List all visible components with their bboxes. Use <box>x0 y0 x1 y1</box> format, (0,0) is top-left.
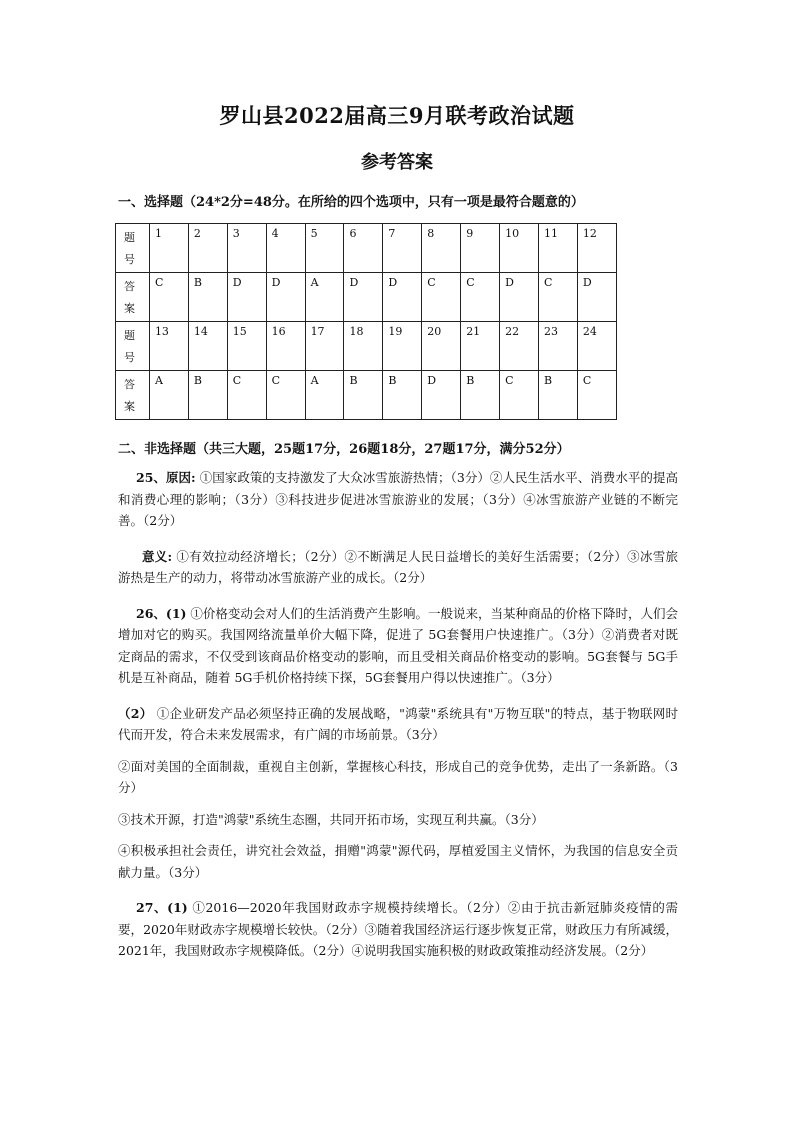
question-number-cell: 23 <box>539 322 578 371</box>
page-title: 罗山县2022届高三9月联考政治试题 <box>219 103 575 128</box>
row-label-question-number: 题 号 <box>116 322 150 371</box>
q26-part2 <box>118 703 678 746</box>
q26-part1 <box>118 603 678 689</box>
question-number-cell: 2 <box>188 224 227 273</box>
answer-cell: C <box>461 273 500 322</box>
question-number-cell: 6 <box>344 224 383 273</box>
q26-part1-label: 26、(1) <box>136 605 187 621</box>
question-number-cell: 12 <box>577 224 616 273</box>
question-number-cell: 20 <box>422 322 461 371</box>
q26-part1-text: ①价格变动会对人们的生活消费产生影响。一般说来，当某种商品的价格下降时，人们会增加对它的购买。我国网络流量单价大幅下降，促进了 5G套餐用户快速推广。（3分）②消费者对既定商品的需求，不仅受到该商品价格变动的影响，而且受相关商品价格变动的影响。5G套餐与 5G手机是互补商品，随着 5G手机价格持续下探，5G套餐用户得以快速推广。（3分） <box>118 605 678 685</box>
question-number-cell: 13 <box>149 322 188 371</box>
question-number-cell: 15 <box>227 322 266 371</box>
question-number-cell: 3 <box>227 224 266 273</box>
answer-cell: D <box>266 273 305 322</box>
q25-meaning-text: ①有效拉动经济增长；（2分）②不断满足人民日益增长的美好生活需要；（2分）③冰雪旅游热是生产的动力，将带动冰雪旅游产业的成长。（2分） <box>118 548 678 585</box>
q27-part1-label: 27、(1) <box>136 900 188 915</box>
q25-reason <box>118 467 678 532</box>
question-number-cell: 7 <box>383 224 422 273</box>
answer-cell: B <box>539 371 578 420</box>
answer-cell: C <box>539 273 578 322</box>
q25-meaning <box>118 546 678 589</box>
question-number-cell: 18 <box>344 322 383 371</box>
section-heading-nonchoice: 二、非选择题（共三大题，25题17分，26题18分，27题17分，满分52分） <box>118 442 570 457</box>
question-number-cell: 21 <box>461 322 500 371</box>
row-label-question-number: 题 号 <box>116 224 150 273</box>
table-row <box>116 322 617 371</box>
question-number-cell: 1 <box>149 224 188 273</box>
answer-cell: C <box>422 273 461 322</box>
answer-content <box>118 467 678 976</box>
question-number-cell: 4 <box>266 224 305 273</box>
page-subtitle: 参考答案 <box>361 152 433 173</box>
answer-cell: D <box>344 273 383 322</box>
q26-point2: ②面对美国的全面制裁，重视自主创新，掌握核心科技，形成自己的竞争优势，走出了一条新路。（3分） <box>118 758 678 795</box>
question-number-cell: 10 <box>500 224 539 273</box>
q25-reason-text: ①国家政策的支持激发了大众冰雪旅游热情；（3分）②人民生活水平、消费水平的提高和消费心理的影响；（3分）③科技进步促进冰雪旅游业的发展；（3分）④冰雪旅游产业链的不断完善。（2分） <box>118 470 678 528</box>
answer-cell: D <box>422 371 461 420</box>
table-row <box>116 371 617 420</box>
q27-part1-text: ①2016—2020年我国财政赤字规模持续增长。（2分）②由于抗击新冠肺炎疫情的需要，2020年财政赤字规模增长较快。（2分）③随着我国经济运行逐步恢复正常，财政压力有所减缓，2021年，我国财政赤字规模降低。（2分）④说明我国实施积极的财政政策推动经济发展。（2分） <box>118 900 679 958</box>
answer-cell: B <box>344 371 383 420</box>
answer-cell: B <box>188 371 227 420</box>
answer-cell: C <box>577 371 616 420</box>
q25-reason-label: 25、原因: <box>136 470 196 485</box>
q26-point3: ③技术开源，打造"鸿蒙"系统生态圈，共同开拓市场，实现互利共赢。（3分） <box>118 811 544 827</box>
question-number-cell: 9 <box>461 224 500 273</box>
answer-cell: D <box>500 273 539 322</box>
answer-cell: B <box>383 371 422 420</box>
answer-cell: C <box>266 371 305 420</box>
answer-cell: B <box>461 371 500 420</box>
question-number-cell: 17 <box>305 322 344 371</box>
question-number-cell: 5 <box>305 224 344 273</box>
answer-cell: B <box>188 273 227 322</box>
answer-cell: A <box>305 273 344 322</box>
q26-part2-text: ①企业研发产品必须坚持正确的发展战略，"鸿蒙"系统具有"万物互联"的特点，基于物联网时代而开发，符合未来发展需求，有广阔的市场前景。（3分） <box>118 705 678 742</box>
answer-cell: C <box>149 273 188 322</box>
section-heading-choice: 一、选择题（24*2分=48分。在所给的四个选项中，只有一项是最符合题意的） <box>118 195 584 210</box>
answer-cell: D <box>227 273 266 322</box>
question-number-cell: 16 <box>266 322 305 371</box>
row-label-answer: 答 案 <box>116 273 150 322</box>
answer-cell: A <box>305 371 344 420</box>
answer-cell: A <box>149 371 188 420</box>
question-number-cell: 8 <box>422 224 461 273</box>
q26-point4: ④积极承担社会责任，讲究社会效益，捐赠"鸿蒙"源代码，厚植爱国主义情怀，为我国的信息安全贡献力量。（3分） <box>118 843 678 880</box>
q26-part2-label: （2） <box>118 705 153 721</box>
answer-table <box>115 223 617 420</box>
question-number-cell: 14 <box>188 322 227 371</box>
answer-cell: C <box>500 371 539 420</box>
question-number-cell: 24 <box>577 322 616 371</box>
table-row <box>116 224 617 273</box>
answer-cell: D <box>577 273 616 322</box>
question-number-cell: 22 <box>500 322 539 371</box>
table-row <box>116 273 617 322</box>
q27-part1 <box>118 897 678 962</box>
question-number-cell: 19 <box>383 322 422 371</box>
question-number-cell: 11 <box>539 224 578 273</box>
answer-cell: D <box>383 273 422 322</box>
row-label-answer: 答 案 <box>116 371 150 420</box>
q25-meaning-label: 意义: <box>142 548 173 564</box>
answer-cell: C <box>227 371 266 420</box>
